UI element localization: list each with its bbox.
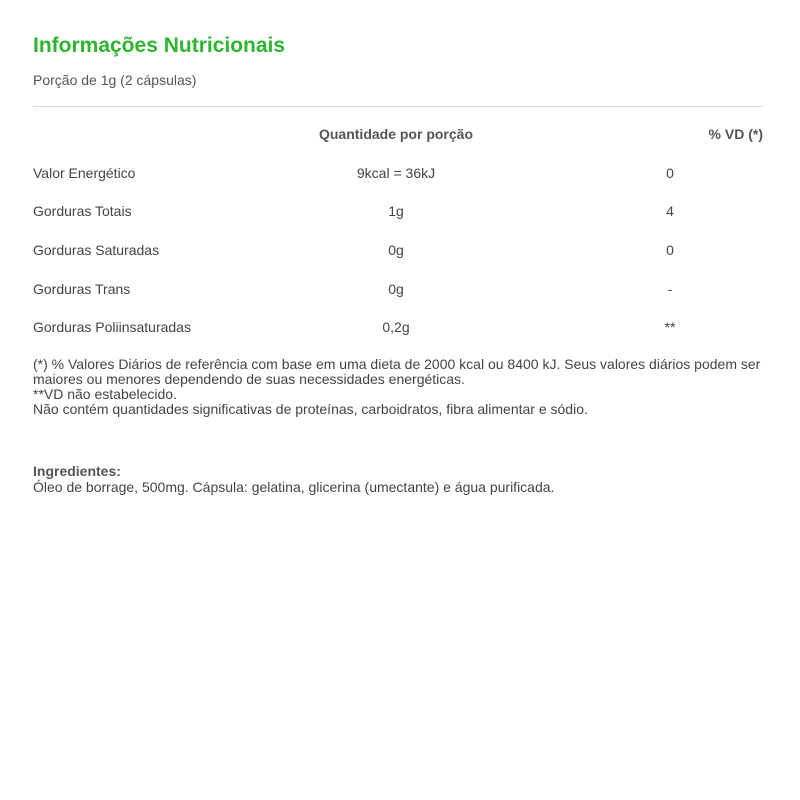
nutrient-name: Gorduras Totais bbox=[33, 203, 132, 219]
nutrient-name: Gorduras Trans bbox=[33, 281, 131, 297]
nutrient-vd: 0 bbox=[666, 165, 674, 181]
nutrient-quantity: 0g bbox=[388, 281, 404, 297]
column-header-quantity: Quantidade por porção bbox=[318, 126, 473, 142]
nutrient-name: Valor Energético bbox=[33, 165, 136, 181]
table-row bbox=[33, 281, 763, 301]
page-title: Informações Nutricionais bbox=[33, 34, 286, 57]
footnote-vd-not-established: **VD não estabelecido. bbox=[33, 386, 177, 402]
header-divider bbox=[33, 106, 763, 107]
footnote-insignificant-amounts: Não contém quantidades significativas de proteínas, carboidratos, fibra alimentar e sódio. bbox=[33, 401, 588, 417]
table-row bbox=[33, 242, 763, 262]
portion-size: Porção de 1g (2 cápsulas) bbox=[33, 72, 197, 88]
nutrient-quantity: 1g bbox=[388, 203, 404, 219]
nutrient-name: Gorduras Saturadas bbox=[33, 242, 160, 258]
table-row bbox=[33, 165, 763, 185]
nutrient-vd: ** bbox=[664, 319, 676, 335]
ingredients-heading: Ingredientes: bbox=[33, 463, 121, 479]
nutrient-name: Gorduras Poliinsaturadas bbox=[33, 319, 191, 335]
nutrient-quantity: 9kcal = 36kJ bbox=[356, 165, 436, 181]
nutrient-vd: 4 bbox=[666, 203, 674, 219]
nutrient-quantity: 0g bbox=[388, 242, 404, 258]
ingredients-text: Óleo de borrage, 500mg. Cápsula: gelatina, glicerina (umectante) e água purificada. bbox=[33, 479, 555, 495]
nutrient-quantity: 0,2g bbox=[382, 319, 410, 335]
footnotes bbox=[33, 357, 763, 417]
footnote-reference-values: (*) % Valores Diários de referência com base em uma dieta de 2000 kcal ou 8400 kJ. Seus valores diários podem ser maiores ou menores dependendo de suas necessidades energéticas. bbox=[33, 356, 761, 387]
table-row bbox=[33, 203, 763, 223]
nutrient-vd: 0 bbox=[666, 242, 674, 258]
ingredients-section bbox=[33, 463, 763, 495]
nutrition-table-header bbox=[33, 126, 763, 146]
table-row bbox=[33, 319, 763, 339]
column-header-vd: % VD (*) bbox=[708, 126, 763, 142]
nutrient-vd: - bbox=[667, 281, 673, 297]
